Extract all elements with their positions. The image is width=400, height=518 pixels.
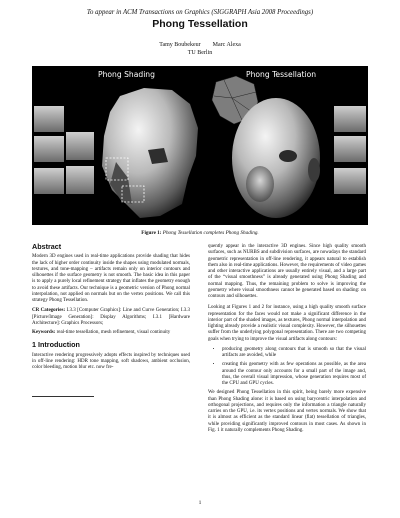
goals-list (208, 347, 366, 388)
intro-text: Interactive rendering progressively adopts effects inspired by techniques used in off-line rendering: HDR tone mapping, soft shadows, ambient occlusion, color bleeding, motion blur etc. now fre- (32, 352, 190, 370)
affiliation: TU Berlin (187, 50, 213, 56)
cr-label: CR Categories: (32, 308, 66, 314)
paper-title: Phong Tessellation (152, 18, 248, 30)
abstract-text: Modern 3D engines used in real-time applications provide shading that hides the lack of higher order continuity inside the shapes using modulated normals, textures, and tone-mapping – artifacts remain only on interior contours and silhouettes if the surface geometry is not smooth. The basic idea in this paper is to apply a purely local refinement strategy that inflates the geometry enough to avoid these artifacts. Our technique is a geometric version of Phong normal interpolation, not applied on normals but on the vertex positions. We call this strategy Phong Tessellation. (32, 254, 190, 303)
keywords (32, 330, 190, 336)
cr-categories (32, 308, 190, 327)
intro-heading: 1 Introduction (32, 340, 80, 350)
keywords-label: Keywords: (32, 330, 56, 335)
right-paragraph-2: Looking at Figures 1 and 2 for instance, using a high quality smooth surface representation for the faces would not make a significant difference in the interior part of the shaded images, as textures, Phong normal interpolation and lighting already provide a realistic visual complexity. However, the silhouettes suffer from the underlying polygonal representation. There are two competing goals when trying to improve the visual artifacts along contours: (208, 305, 366, 342)
keywords-text: real-time tessellation, mesh refinement, visual continuity (56, 330, 171, 335)
footnote-rule (32, 396, 94, 397)
caption-text: Phong Tessellation completes Phong Shading. (162, 230, 259, 236)
list-item: • producing geometry along contours that is smooth so that the visual artifacts are avoided, while (222, 347, 366, 360)
label-phong-tessellation: Phong Tessellation (246, 70, 317, 79)
page-number: 1 (198, 500, 202, 506)
venue-line: To appear in ACM Transactions on Graphics (SIGGRAPH Asia 2008 Proceedings) (86, 9, 314, 16)
abstract-section (32, 244, 190, 371)
right-paragraph-3: We designed Phong Tessellation in this spirit, being barely more expensive than Phong Shading alone: it is based on using barycentric interpolation and orthogonal projections, and requires only the information a triangle naturally carries on the GPU, i.e. its vertex positions and vertex normals. We show that it is almost as efficient as the standard linear (flat) tessellation of triangles, while providing significantly improved contours in most cases. As shown in Fig. 1 it naturally complements Phong Shading. (208, 390, 366, 433)
label-phong-shading: Phong Shading (98, 70, 155, 79)
cr-text: I.3.3 [Computer Graphics]: Line and Curve Generation; I.3.3 [Picture/Image Generation]: Display Algorithms; I.3.1 [Hardware Architecture]: Graphics Processors; (32, 308, 190, 326)
figure-caption (0, 230, 400, 236)
teaser-render (32, 66, 368, 225)
caption-label: Figure 1: (141, 230, 162, 236)
authors: Tamy Boubekeur Marc Alexa (159, 42, 241, 48)
right-closeups (334, 106, 366, 194)
author-block (0, 41, 400, 57)
right-column (208, 244, 366, 434)
teaser-figure (32, 66, 368, 225)
head-phong-tessellation (232, 98, 320, 218)
abstract-heading: Abstract (32, 242, 62, 251)
list-item: • creating this geometry with as few operations as possible, as the area around the contour only accounts for a small part of the image and, thus, the overall visual impression, whose generation requires most of the CPU and GPU cycles. (222, 362, 366, 387)
right-paragraph-1: quently appear in the interactive 3D engines. Since high quality smooth surfaces, such as NURBS and subdivision surfaces, are nowadays the standard geometric representation in off-line rendering, it appears natural to establish them also in real-time applications. However, the requirements of video games and other interactive applications are usually entirely visual, and a large part of the “visual smoothness” is already generated using Phong Shading and normal mapping. Thus, the remaining problem to solve is improving the geometry where visual smoothness cannot be generated based on shading: on contours and silhouettes. (208, 244, 366, 299)
